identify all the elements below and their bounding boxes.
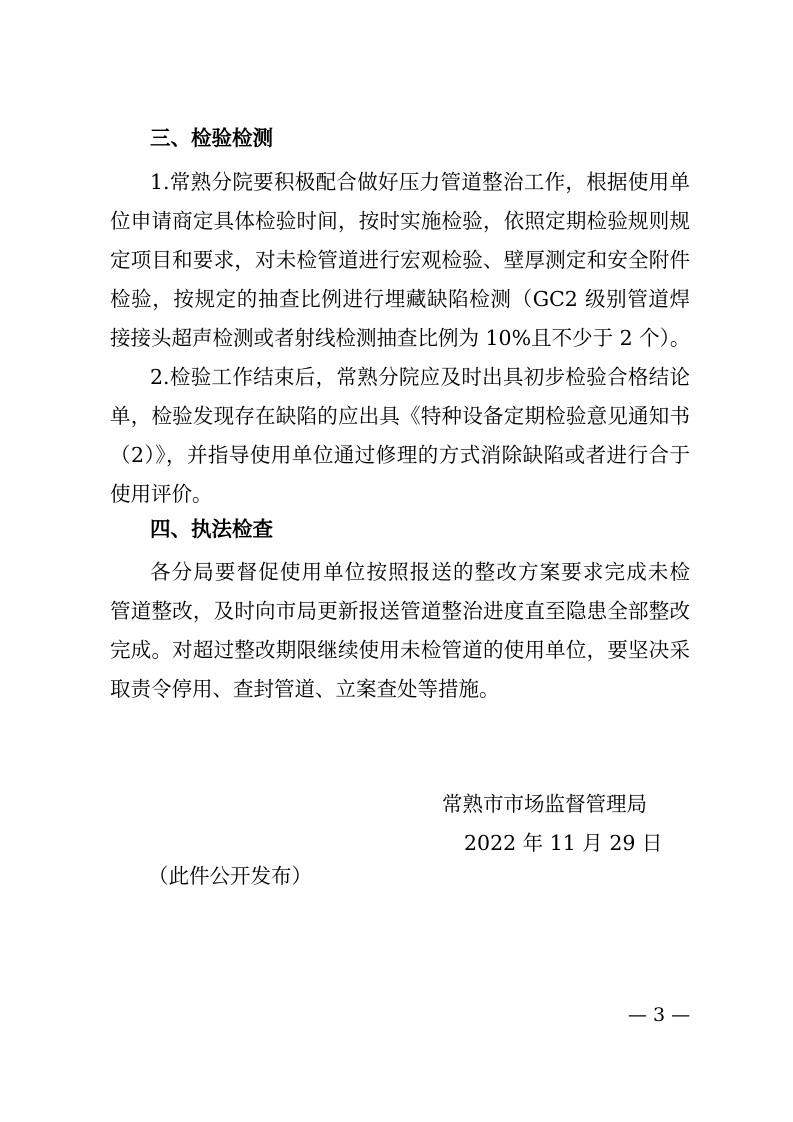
paragraph-line: 单，检验发现存在缺陷的应出具《特种设备定期检验意见通知书 [110,404,690,428]
paragraph-line: 位申请商定具体检验时间，按时实施检验，依照定期检验规则规 [110,209,690,233]
paragraph-line: 接接头超声检测或者射线检测抽查比例为 10%且不少于 2 个）。 [110,326,691,350]
paragraph-line: 管道整改，及时向市局更新报送管道整治进度直至隐患全部整改 [110,599,690,623]
paragraph-line: 2.检验工作结束后，常熟分院应及时出具初步检验合格结论 [150,365,690,389]
page-number: — 3 — [628,1004,691,1026]
signature-date: 2022 年 11 月 29 日 [464,831,663,855]
section-heading-enforcement: 四、执法检查 [150,517,273,541]
paragraph-line: 1.常熟分院要积极配合做好压力管道整治工作，根据使用单 [150,170,690,194]
paragraph-line: （2）》，并指导使用单位通过修理的方式消除缺陷或者进行合于 [110,443,690,467]
paragraph-line: 取责令停用、查封管道、立案查处等措施。 [110,677,500,701]
disclosure-note: （此件公开发布） [148,864,312,888]
section-heading-inspection: 三、检验检测 [150,126,273,150]
paragraph-line: 各分局要督促使用单位按照报送的整改方案要求完成未检 [150,560,690,584]
paragraph-line: 检验，按规定的抽查比例进行埋藏缺陷检测（GC2 级别管道焊 [110,287,690,311]
paragraph-line: 使用评价。 [110,482,213,506]
signature-organization: 常熟市市场监督管理局 [442,792,647,816]
paragraph-line: 完成。对超过整改期限继续使用未检管道的使用单位，要坚决采 [110,638,690,662]
paragraph-line: 定项目和要求，对未检管道进行宏观检验、壁厚测定和安全附件 [110,248,690,272]
